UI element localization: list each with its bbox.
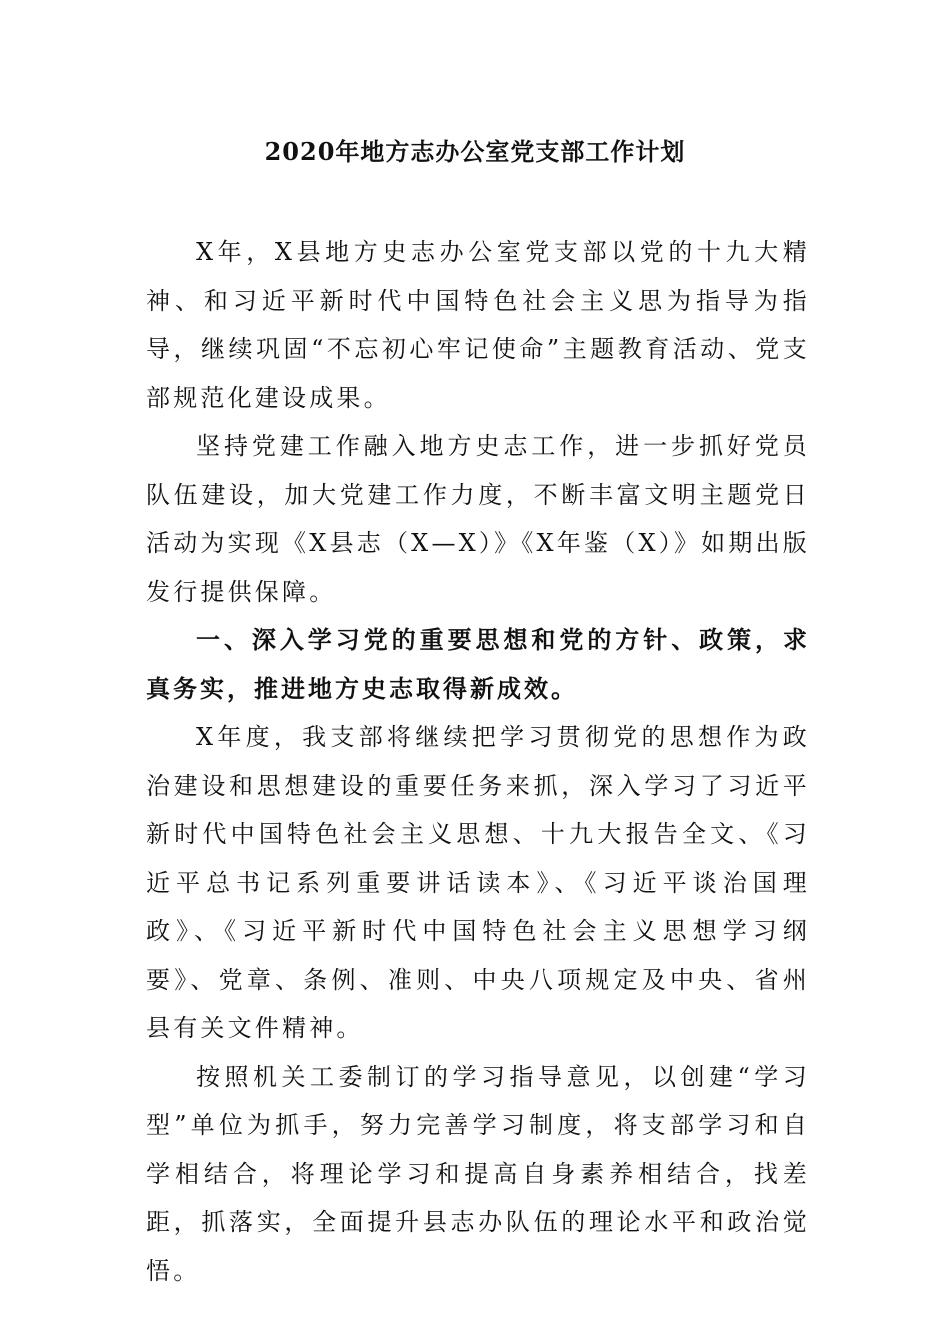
paragraph-learning-organization: 按照机关工委制订的学习指导意见，以创建“学习型”单位为抓手，努力完善学习制度，将支部学习和自学相结合，将理论学习和提高自身素养相结合，找差距，抓落实，全面提升县志办队伍的理论水平和政治觉悟。 <box>146 1062 810 1285</box>
document-body <box>146 228 810 1295</box>
section-heading-1: 一、深入学习党的重要思想和党的方针、政策，求真务实，推进地方史志取得新成效。 <box>146 625 810 703</box>
document-title: 2020年地方志办公室党支部工作计划 <box>264 137 686 166</box>
paragraph-intro: X年，X县地方史志办公室党支部以党的十九大精神、和习近平新时代中国特色社会主义思为指导为指导，继续巩固“不忘初心牢记使命”主题教育活动、党支部规范化建设成果。 <box>146 238 810 412</box>
paragraph-party-building: 坚持党建工作融入地方史志工作，进一步抓好党员队伍建设，加大党建工作力度，不断丰富文明主题党日活动为实现《X县志（X—X）》《X年鉴（X）》如期出版发行提供保障。 <box>146 432 810 606</box>
paragraph-study-plan: X年度，我支部将继续把学习贯彻党的思想作为政治建设和思想建设的重要任务来抓，深入学习了习近平新时代中国特色社会主义思想、十九大报告全文、《习近平总书记系列重要讲话读本》、《习近平谈治国理政》、《习近平新时代中国特色社会主义思想学习纲要》、党章、条例、准则、中央八项规定及中央、省州县有关文件精神。 <box>146 723 810 1042</box>
